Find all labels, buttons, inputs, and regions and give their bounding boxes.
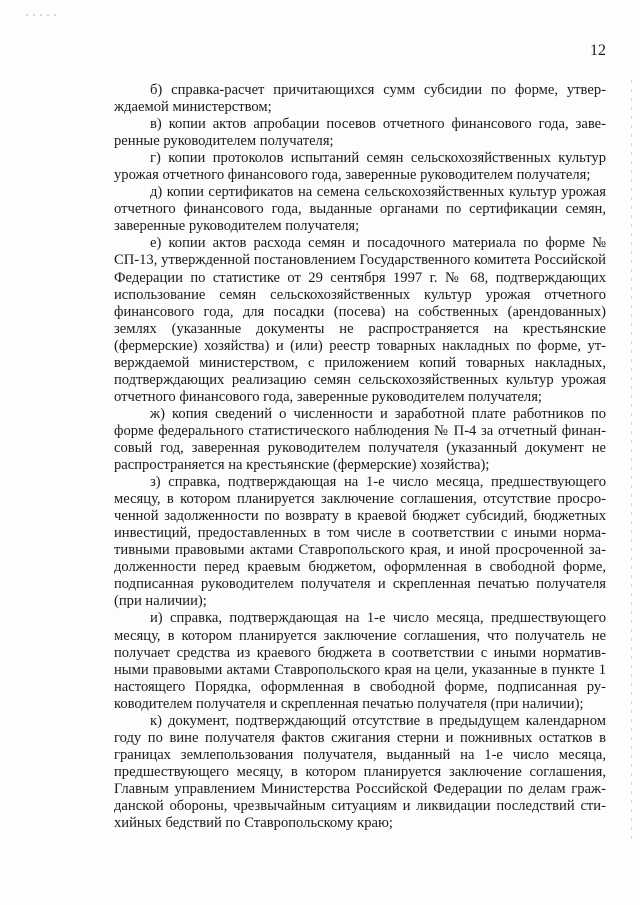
document-body bbox=[114, 82, 606, 832]
paragraph-v: в) копии актов апробации посевов отчетного финансового года, заверенные руководителем получателя; bbox=[114, 116, 606, 150]
scan-edge-artifact bbox=[631, 80, 632, 840]
paragraph-zh: ж) копия сведений о численности и заработной плате работников по форме федерального статистического наблюдения № П-4 за отчетный финансовый год, заверенная руководителем получателя (указанный документ не распространяется на крестьянские (фермерские) хозяйства); bbox=[114, 405, 606, 474]
paragraph-e: е) копии актов расхода семян и посадочного материала по форме № СП-13, утвержденной постановлением Государственного комитета Российской Федерации по статистике от 29 сентября 1997 г. № 68, подтверждающих использование семян сельскохозяйственных культур урожая отчетного финансового года, для посадки (посева) на собственных (арендованных) землях (указанные документы не распространяется на крестьянские (фермерские) хозяйства) и (или) реестр товарных накладных по форме, утверждаемой министерством, с приложением копий товарных накладных, подтверждающих реализацию семян сельскохозяйственных культур урожая отчетного финансового года, заверенные руководителем получателя; bbox=[114, 235, 606, 405]
paragraph-b: б) справка-расчет причитающихся сумм субсидии по форме, утверждаемой министерством; bbox=[114, 82, 606, 116]
paragraph-k: к) документ, подтверждающий отсутствие в предыдущем календарном году по вине получателя фактов сжигания стерни и пожнивных остатков в границах землепользования получателя, выданный на 1-е число месяца, предшествующего месяцу, в котором планируется заключение соглашения, Главным управлением Министерства Российской Федерации по делам гражданской обороны, чрезвычайным ситуациям и ликвидации последствий стихийных бедствий по Ставропольскому краю; bbox=[114, 712, 606, 832]
paragraph-d: д) копии сертификатов на семена сельскохозяйственных культур урожая отчетного финансового года, выданные органами по сертификации семян, заверенные руководителем получателя; bbox=[114, 184, 606, 235]
paragraph-g: г) копии протоколов испытаний семян сельскохозяйственных культур урожая отчетного финансового года, заверенные руководителем получателя; bbox=[114, 150, 606, 184]
paragraph-z: з) справка, подтверждающая на 1-е число месяца, предшествующего месяцу, в котором планируется заключение соглашения, отсутствие просроченной задолженности по возврату в краевой бюджет субсидий, бюджетных инвестиций, предоставленных в том числе в соответствии с иными нормативными правовыми актами Ставропольского края, и иной просроченной задолженности перед краевым бюджетом, оформленная в свободной форме, подписанная руководителем получателя и скрепленная печатью получателя (при наличии); bbox=[114, 474, 606, 610]
page-number: 12 bbox=[590, 42, 606, 59]
paragraph-i: и) справка, подтверждающая на 1-е число месяца, предшествующего месяцу, в котором планируется заключение соглашения, что получатель не получает средства из краевого бюджета в соответствии с иными нормативными правовыми актами Ставропольского края на цели, указанные в пункте 1 настоящего Порядка, оформленная в свободной форме, подписанная руководителем получателя и скрепленная печатью получателя (при наличии); bbox=[114, 610, 606, 712]
scan-artifact bbox=[26, 14, 56, 16]
